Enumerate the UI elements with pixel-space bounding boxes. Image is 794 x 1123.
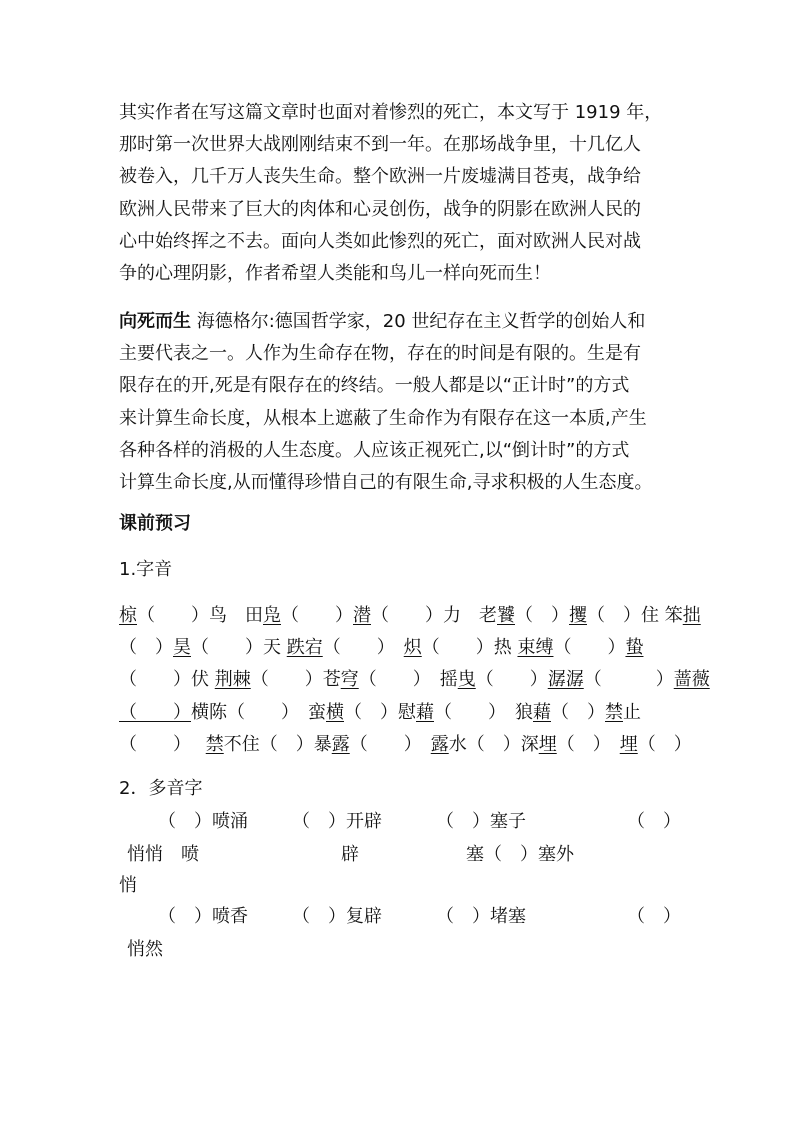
duoyin-item: 悄然 (127, 939, 163, 960)
target-character: 蛰 (625, 637, 644, 658)
row-text: （ ）天 (191, 637, 287, 658)
target-character: 炽 (403, 637, 422, 658)
pinyin-row (119, 632, 643, 664)
target-character: 攫 (569, 605, 587, 626)
target-character: 埋 (538, 734, 557, 755)
target-character: 蔷薇 (673, 669, 710, 690)
target-character: 拙 (682, 605, 701, 626)
concept-first-text: 海德格尔:德国哲学家，20 世纪存在主义哲学的创始人和 (196, 311, 646, 332)
row-text: 止 (623, 702, 641, 723)
section1-title: 1.字音 (119, 559, 173, 580)
row-text: （ ） (551, 702, 605, 723)
target-character: 禁 (605, 702, 623, 723)
target-character: 穹 (340, 669, 359, 690)
intro-line: 被卷入，几千万人丧失生命。整个欧洲一片废墟满目苍夷，战争给 (119, 166, 641, 188)
concept-first-line (119, 306, 679, 338)
target-character: 潜 (353, 605, 371, 626)
pinyin-row (119, 729, 692, 761)
row-text: （ ） (556, 734, 620, 755)
row-text: （ ）热 (421, 637, 518, 658)
target-character: 露 (430, 734, 449, 755)
intro-line: 那时第一次世界大战刚刚结束不到一年。在那场战争里，十几亿人 (119, 134, 641, 156)
row-text: （ ）伏 (119, 669, 215, 690)
concept-line: 限存在的开,死是有限存在的终结。一般人都是以“正计时”的方式 (119, 375, 630, 397)
row-text: （ ）力 老 (371, 605, 497, 626)
duoyin-item: （ ）喷涌 (158, 811, 248, 832)
target-character: （ ） (119, 702, 191, 723)
duoyin-item: （ ）喷香 (158, 906, 248, 927)
intro-line: 争的心理阴影，作者希望人类能和鸟儿一样向死而生！ (119, 262, 551, 284)
target-character: 藉 (533, 702, 551, 723)
row-text: （ ） (322, 637, 404, 658)
target-character: 束缚 (517, 637, 554, 658)
target-character: 藉 (416, 702, 434, 723)
row-text: 水（ ）深 (448, 734, 539, 755)
concept-line: 主要代表之一。人作为生命存在物，存在的时间是有限的。生是有 (119, 343, 641, 365)
preview-heading: 课前预习 (119, 513, 191, 534)
row-text: （ ）慰 (344, 702, 416, 723)
duoyin-item: 塞（ ）塞外 (466, 844, 574, 865)
duoyin-item: 辟 (341, 844, 359, 865)
row-text: （ ） (637, 734, 692, 755)
row-text: （ ） (349, 734, 431, 755)
duoyin-item: 悄 (119, 875, 137, 896)
concept-line: 计算生命长度,从而懂得珍惜自己的有限生命,寻求积极的人生态度。 (119, 471, 653, 493)
row-text: （ ） (119, 734, 206, 755)
row-text: （ ） (515, 605, 569, 626)
row-text: （ ） 狼 (434, 702, 533, 723)
row-text: （ ） (281, 605, 353, 626)
row-text: （ ） (553, 637, 626, 658)
row-text: （ ）鸟 田 (137, 605, 263, 626)
row-text: （ ） 摇 (358, 669, 458, 690)
row-text: 横陈（ ） (191, 702, 308, 723)
pinyin-row (119, 600, 701, 632)
concept-paragraph (119, 306, 679, 499)
intro-paragraph (119, 97, 679, 290)
intro-line: 心中始终挥之不去。面向人类如此惨烈的死亡，面对欧洲人民对战 (119, 230, 641, 252)
row-text: （ ） (583, 669, 674, 690)
duoyin-item: （ ） (627, 811, 681, 832)
row-text: 不住（ ）暴 (223, 734, 332, 755)
row-text: 蛮 (308, 702, 326, 723)
section2-title: 2．多音字 (119, 778, 203, 799)
intro-line: 欧洲人民带来了巨大的肉体和心灵创伤，战争的阴影在欧洲人民的 (119, 198, 641, 220)
target-character: 曳 (457, 669, 476, 690)
duoyin-item: （ ）复辟 (292, 906, 382, 927)
row-text: （ ）住 笨 (587, 605, 683, 626)
duoyin-item: （ ）塞子 (436, 811, 526, 832)
concept-term: 向死而生 (119, 311, 191, 332)
duoyin-item: （ ） (627, 906, 681, 927)
target-character: 潺潺 (547, 669, 584, 690)
duoyin-item: 喷 (181, 844, 199, 865)
pinyin-row (119, 697, 641, 729)
row-text: （ ） (475, 669, 548, 690)
row-text: （ ）苍 (250, 669, 341, 690)
target-character: 椋 (119, 605, 137, 626)
pinyin-row (119, 664, 710, 696)
intro-line: 其实作者在写这篇文章时也面对着惨烈的死亡，本文写于 1919 年， (119, 102, 663, 123)
duoyin-item: （ ）开辟 (292, 811, 382, 832)
target-character: 荆棘 (214, 669, 251, 690)
target-character: 饕 (497, 605, 515, 626)
target-character: 跌宕 (286, 637, 323, 658)
target-character: 昊 (173, 637, 191, 658)
duoyin-item: 悄悄 (127, 844, 163, 865)
target-character: 埋 (619, 734, 638, 755)
concept-line: 各种各样的消极的人生态度。人应该正视死亡,以“倒计时”的方式 (119, 439, 630, 461)
target-character: 禁 (205, 734, 224, 755)
row-text: （ ） (119, 637, 173, 658)
concept-line: 来计算生命长度，从根本上遮蔽了生命作为有限存在这一本质,产生 (119, 407, 647, 429)
target-character: 凫 (263, 605, 281, 626)
target-character: 横 (326, 702, 344, 723)
target-character: 露 (331, 734, 350, 755)
duoyin-item: （ ）堵塞 (436, 906, 526, 927)
